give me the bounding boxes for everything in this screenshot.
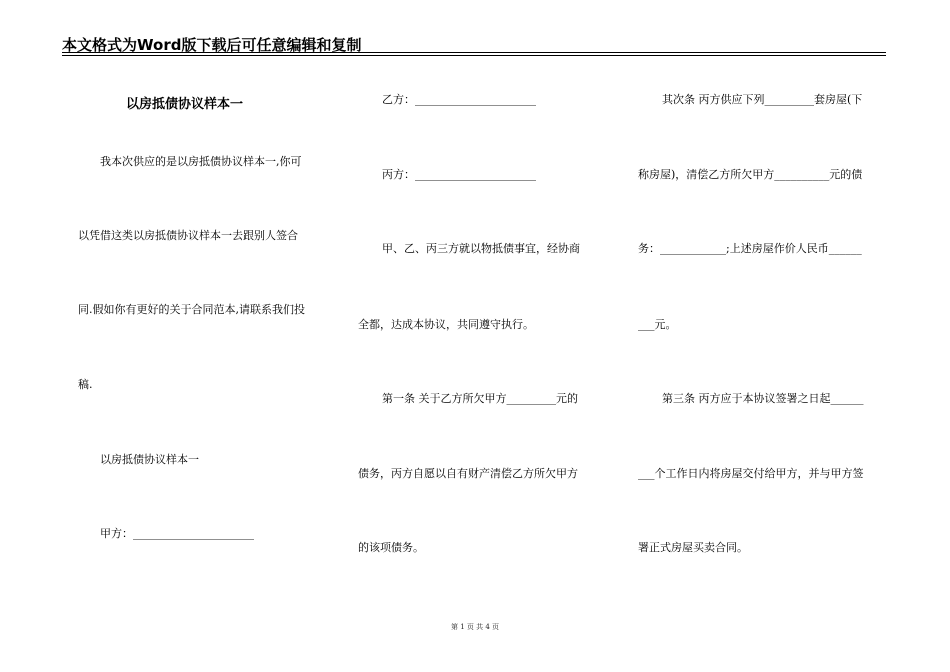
paragraph-line: 我本次供应的是以房抵债协议样本一,你可 — [100, 155, 302, 168]
article-3-line: 第三条 丙方应于本协议签署之日起______ — [662, 392, 864, 405]
paragraph-line: ___个工作日内将房屋交付给甲方，并与甲方签 — [638, 467, 864, 480]
party-c-field: 丙方：______________________ — [382, 168, 536, 181]
paragraph-line: 全都，达成本协议，共同遵守执行。 — [358, 318, 534, 331]
paragraph-line: 的该项债务。 — [358, 541, 424, 554]
document-header-banner: 本文格式为Word版下载后可任意编辑和复制 — [62, 36, 362, 54]
text-column-2 — [358, 0, 603, 600]
article-1-line: 第一条 关于乙方所欠甲方_________元的 — [382, 392, 578, 405]
text-column-3 — [638, 0, 888, 600]
paragraph-line: 务：____________;上述房屋作价人民币______ — [638, 242, 862, 255]
paragraph-line: 称房屋)，清偿乙方所欠甲方__________元的债 — [638, 168, 863, 181]
paragraph-line: 债务，丙方自愿以自有财产清偿乙方所欠甲方 — [358, 467, 578, 480]
paragraph-line: 甲、乙、丙三方就以物抵债事宜，经协商 — [382, 242, 580, 255]
paragraph-line: 同.假如你有更好的关于合同范本,请联系我们投 — [78, 303, 305, 316]
document-title: 以房抵债协议样本一 — [126, 97, 244, 112]
page-number-footer: 第 1 页 共 4 页 — [450, 623, 500, 631]
article-2-line: 其次条 丙方供应下列_________套房屋(下 — [662, 93, 863, 106]
paragraph-line: 以凭借这类以房抵债协议样本一去跟别人签合 — [78, 229, 298, 242]
party-a-field: 甲方：______________________ — [100, 527, 254, 540]
party-b-field: 乙方：______________________ — [382, 93, 536, 106]
paragraph-line: 稿. — [78, 378, 93, 391]
text-column-1 — [78, 0, 328, 600]
paragraph-line: ___元。 — [638, 318, 677, 331]
paragraph-line: 署正式房屋买卖合同。 — [638, 541, 748, 554]
section-heading: 以房抵债协议样本一 — [100, 453, 199, 466]
